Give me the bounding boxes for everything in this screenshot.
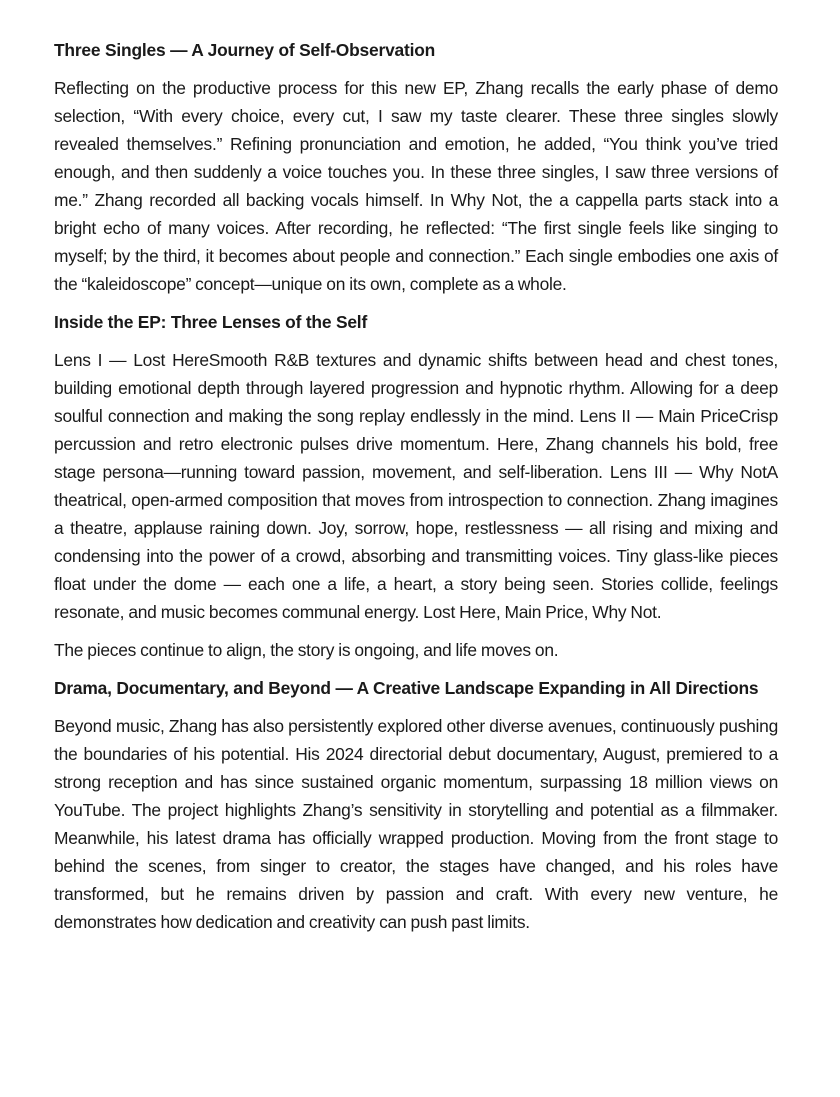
section-inside-the-ep	[54, 308, 778, 664]
section-drama-documentary	[54, 674, 778, 936]
section-heading: Three Singles — A Journey of Self-Observation	[54, 40, 436, 60]
section-three-singles	[54, 36, 778, 298]
paragraph: The pieces continue to align, the story is ongoing, and life moves on.	[54, 640, 559, 660]
paragraph: Beyond music, Zhang has also persistently explored other diverse avenues, continuously pushing the boundaries of his potential. His 2024 directorial debut documentary, August, premiered to a strong reception and has since sustained organic momentum, surpassing 18 million views on YouTube. The project highlights Zhang’s sensitivity in storytelling and potential as a filmmaker. Meanwhile, his latest drama has officially wrapped production. Moving from the front stage to behind the scenes, from singer to creator, the stages have changed, and his roles have transformed, but he remains driven by passion and craft. With every new venture, he demonstrates how dedication and creativity can push past limits.	[54, 716, 778, 932]
paragraph: Lens I — Lost HereSmooth R&B textures and dynamic shifts between head and chest tones, building emotional depth through layered progression and hypnotic rhythm. Allowing for a deep soulful connection and making the song replay endlessly in the mind. Lens II — Main PriceCrisp percussion and retro electronic pulses drive momentum. Here, Zhang channels his bold, free stage persona—running toward passion, movement, and self-liberation. Lens III — Why NotA theatrical, open-armed composition that moves from introspection to connection. Zhang imagines a theatre, applause raining down. Joy, sorrow, hope, restlessness — all rising and mixing and condensing into the power of a crowd, absorbing and transmitting voices. Tiny glass-like pieces float under the dome — each one a life, a heart, a story being seen. Stories collide, feelings resonate, and music becomes communal energy. Lost Here, Main Price, Why Not.	[54, 350, 778, 622]
section-heading: Inside the EP: Three Lenses of the Self	[54, 312, 368, 332]
section-heading: Drama, Documentary, and Beyond — A Creative Landscape Expanding in All Directions	[54, 678, 759, 698]
paragraph: Reflecting on the productive process for this new EP, Zhang recalls the early phase of demo selection, “With every choice, every cut, I saw my taste clearer. These three singles slowly revealed themselves.” Refining pronunciation and emotion, he added, “You think you’ve tried enough, and then suddenly a voice touches you. In these three singles, I saw three versions of me.” Zhang recorded all backing vocals himself. In Why Not, the a cappella parts stack into a bright echo of many voices. After recording, he reflected: “The first single feels like singing to myself; by the third, it becomes about people and connection.” Each single embodies one axis of the “kaleidoscope” concept—unique on its own, complete as a whole.	[54, 78, 778, 294]
article-body	[54, 36, 778, 946]
